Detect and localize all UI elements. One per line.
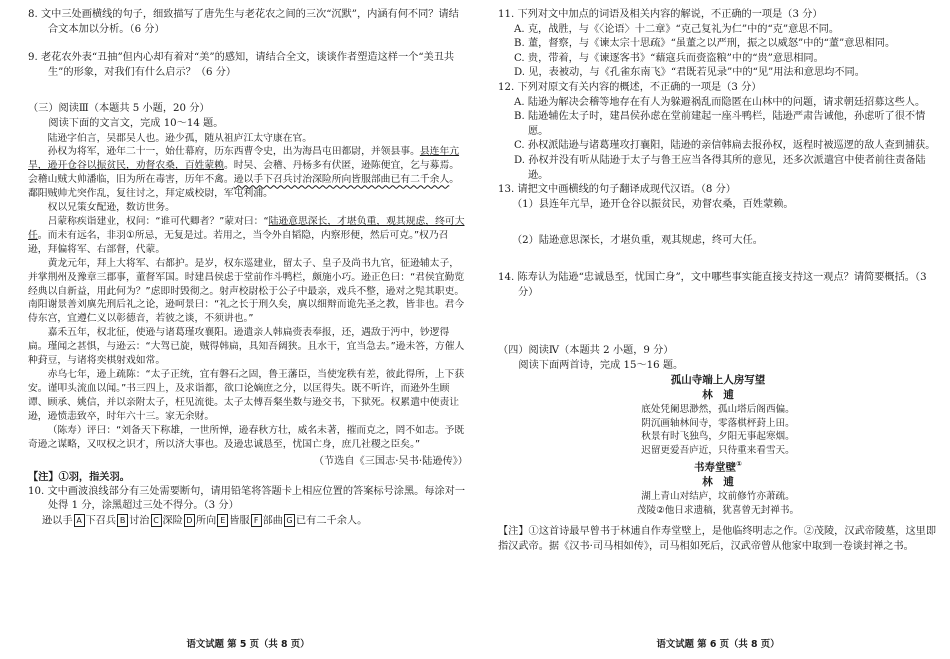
q11-option-b: B. 董，督察，与《谏太宗十思疏》“虽董之以严刑，振之以威怒”中的“董”意思相同。 [514, 38, 896, 50]
answer-box-d: D [184, 514, 195, 527]
classical-para-8: （陈寿）评曰：“刘备天下称雄，一世所惮，逊春秋方壮，威名未著，摧而克之，罔不如志。予既奇逊之谋略，又叹权之识才，所以济大事也。及逊忠诚恳至，忧国亡身，庶几社稷之臣矣。” [28, 424, 465, 450]
q12-option-a: A. 陆逊为解决会稽等地存在有人为躲避祸乱而隐匿在山林中的问题，请求朝廷招募这些人。 [514, 96, 926, 108]
classical-para-1: 陆逊字伯言，吴郡吴人也。逊少孤，随从祖庐江太守康在官。 [47, 132, 313, 144]
question-9: 9. 老花农外表“丑抽”但内心却有着对“美”的感知，请结合全文，谈谈作者塑造这样一个“美丑共生”的形象，对我们有什么启示？（6 分） [28, 52, 455, 78]
source-citation: （节选自《三国志·吴书·陆逊传》） [313, 456, 468, 468]
q12-option-b: B. 陆逊辅佐太子时，建昌侯孙虑在堂前建起一座斗鸭栏，陆逊严肃告诫他，孙虑听了很不情愿。 [514, 111, 926, 137]
poem-2-line: 湖上青山对结庐，坟前修竹亦萧疏。 [641, 491, 795, 503]
q11-option-c: C. 贵，带着，与《谏逐客书》“藉寇兵而赍盗粮”中的“贵”意思相同。 [514, 52, 824, 64]
underlined-sentence-2: 陆逊意思深长，才堪负重，观其规虑，终可大任 [28, 216, 465, 241]
answer-box-a: A [74, 514, 85, 527]
q10-text-segment: 下召兵 [85, 515, 117, 527]
section-4-heading: （四）阅读Ⅳ（本题共 2 小题，9 分） [498, 345, 674, 357]
question-13: 13. 请把文中画横线的句子翻译成现代汉语。（8 分） [498, 184, 736, 196]
poem-2-footnote-mark: ① [736, 459, 742, 468]
classical-para-7: 赤乌七年，逊上疏陈：“太子正统，宜有磐石之固，鲁王藩臣，当使宠秩有差，彼此得所，上下获安。谨叩头流血以闻。”书三四上，及求诣都，欲口论嫡庶之分，以匡得失。既不听许，而逊外生顾谭、顾承、姚信，并以亲附太子，枉见流徙。太子太傅吾粲坐数与逊交书，下狱死。权累遣中使责让逊，逊愤恚致卒，时年六十三。家无余财。 [28, 368, 465, 422]
annotation-note: 【注】①羽，指关羽。 [28, 471, 130, 483]
q10-text-segment: 部曲 [262, 515, 283, 527]
question-10-options [28, 514, 468, 529]
left-footer: 语文试题 第 5 页（共 8 页） [186, 639, 310, 650]
classical-para-2: 孙权为将军，逊年二十一，始仕幕府，历东西曹令史，出为海昌屯田都尉，并领县事。县连年亢旱，逊开仓谷以振贫民，劝督农桑，百姓蒙赖。时吴、会稽、丹杨多有伏匿，逊陈便宜，乞与募焉。会稽山贼大帅潘临，旧为所在毒害，历年不禽。逊以手下召兵讨治深险所向皆服部曲已有二千余人。鄱阳贼帅尤突作乱，复往讨之，拜定威校尉，军屯利浦。 [28, 146, 460, 200]
poem-notes: 【注】①这首诗最早曾书于林逋自作寿堂壁上，是他临终明志之作。②茂陵，汉武帝陵墓，这里即指汉武帝。据《汉书·司马相如传》，司马相如死后，汉武帝曾从他家中取到一卷谈封禅之书。 [498, 526, 937, 552]
left-page [28, 8, 468, 529]
poem-1-line: 阴沉画轴林间寺，零落棋枰葑上田。 [641, 417, 795, 429]
q10-text-segment: 皆服 [229, 515, 250, 527]
q10-text-segment: 深险 [162, 515, 183, 527]
section-3-heading: （三）阅读Ⅲ（本题共 5 小题，20 分） [28, 103, 210, 115]
wavy-sentence: 逊以手下召兵讨治深险所向皆服部曲已有二千余人 [233, 174, 450, 186]
answer-box-c: C [151, 514, 162, 527]
right-footer: 语文试题 第 6 页（共 8 页） [656, 639, 780, 650]
q10-text-segment: 逊以手 [42, 515, 73, 527]
poem-2-author: 林 逋 [702, 476, 734, 489]
answer-box-e: E [217, 514, 228, 527]
q11-option-d: D. 见，表被动，与《孔雀东南飞》“君既若见录”中的“见”用法和意思均不同。 [514, 67, 865, 79]
section-4-instruction: 阅读下面两首诗，完成 15～16 题。 [518, 359, 684, 371]
question-8: 8. 文中三处画横线的句子，细致描写了唐先生与老花农之间的三次“沉默”，内涵有何不同？请结合文本加以分析。（6 分） [28, 9, 459, 35]
poem-2-title: 书寿堂壁① [694, 459, 742, 474]
question-13-part-2: （2）陆逊意思深长，才堪负重，观其规虑，终可大任。 [512, 235, 763, 247]
question-14: 14. 陈寿认为陆逊“忠诚恳至，忧国亡身”，文中哪些事实能直接支持这一观点？请简要概括。（3 分） [498, 271, 927, 298]
poem-1-author: 林 逋 [702, 389, 734, 402]
poem-1-line: 底处凭阑思渺然，孤山塔后阁西偏。 [641, 404, 795, 416]
answer-box-b: B [117, 514, 128, 527]
q11-option-a: A. 克，战胜，与《〈论语〉十二章》“克己复礼为仁”中的“克”意思不同。 [514, 23, 840, 35]
page-divider [474, 0, 475, 659]
poem-1-title: 孤山寺端上人房写望 [670, 374, 766, 387]
q10-text-segment: 已有二千余人。 [296, 515, 368, 527]
q12-option-d: D. 孙权并没有听从陆逊于太子与鲁王应当各得其所的意见，还多次派遣宫中使者前往责备陆逊。 [514, 154, 926, 181]
classical-para-6: 嘉禾五年，权北征，使逊与诸葛瑾攻襄阳。逊遣亲人韩扁赍表奉报，还，遇敌于沔中，钞逻得扁。瑾闻之甚惧，与逊云：“大驾已旋，贼得韩扁，具知吾阔狭。且水干，宜当急去。”逊未答，方催人种葑豆，与诸将奕棋射戏如常。 [28, 327, 465, 367]
right-page [498, 8, 938, 554]
answer-box-g: G [284, 514, 295, 527]
poem-1-line: 迟留更爱吾庐近，只待重来看雪天。 [641, 444, 795, 456]
q12-option-c: C. 孙权派陆逊与诸葛瑾攻打襄阳，陆逊的亲信韩扁去报孙权，返程时被巡逻的敌人查到捕获。 [514, 140, 936, 152]
q10-text-segment: 讨治 [129, 515, 150, 527]
question-13-part-1: （1）县连年亢旱，逊开仓谷以振贫民，劝督农桑，百姓蒙赖。 [512, 198, 794, 210]
question-10: 10. 文中画波浪线部分有三处需要断句，请用铅笔将答题卡上相应位置的答案标号涂黑。每涂对一处得 1 分，涂黑超过三处不得分。（3 分） [28, 485, 466, 512]
section-3-instruction: 阅读下面的文言文，完成 10～14 题。 [48, 117, 224, 129]
poem-2-line: 茂陵②他日求遗稿，犹喜曾无封禅书。 [636, 504, 800, 516]
underlined-sentence-1: 县连年亢旱，逊开仓谷以振贫民，劝督农桑，百姓蒙赖 [28, 146, 460, 172]
q10-text-segment: 所向 [195, 515, 217, 527]
classical-para-3: 权以兄策女配逊，数访世务。 [47, 202, 175, 214]
question-11: 11. 下列对文中加点的词语及相关内容的解说，不正确的一项是（3 分） [498, 9, 823, 20]
answer-box-f: F [251, 514, 262, 527]
poem-1-line: 秋景有时飞独鸟，夕阳无事起寒烟。 [641, 431, 795, 443]
classical-para-4: 吕蒙称疾诣建业，权问：“谁可代卿者？”蒙对曰：“陆逊意思深长，才堪负重，观其规虑，终可大任。而未有远名，非羽①所忌，无复是过。若用之，当令外自韬隐，内察形便，然后可克。”权乃召逊，拜偏将军、右部督，代蒙。 [28, 216, 465, 255]
question-12: 12. 下列对原文有关内容的概述，不正确的一项是（3 分） [498, 81, 762, 93]
classical-para-5: 黄龙元年，拜上大将军、右都护。是岁，权东巡建业，留太子、皇子及尚书九官，征逊辅太子，并掌荆州及豫章三郡事，董督军国。时建昌侯虑于堂前作斗鸭栏，颇施小巧。逊正色曰：“君侯宜勤览经典以自新益，用此何为？”虑即时毁彻之。射声校尉松于公子中最亲，戏兵不整，逊对之髡其职吏。南阳谢景善刘廙先刑后礼之论，逊呵景曰：“礼之长于刑久矣，廙以细辩而诡先圣之教，皆非也。君今侍东宫，宜遵仁义以彰德音，若彼之谈，不须讲也。” [28, 257, 465, 325]
